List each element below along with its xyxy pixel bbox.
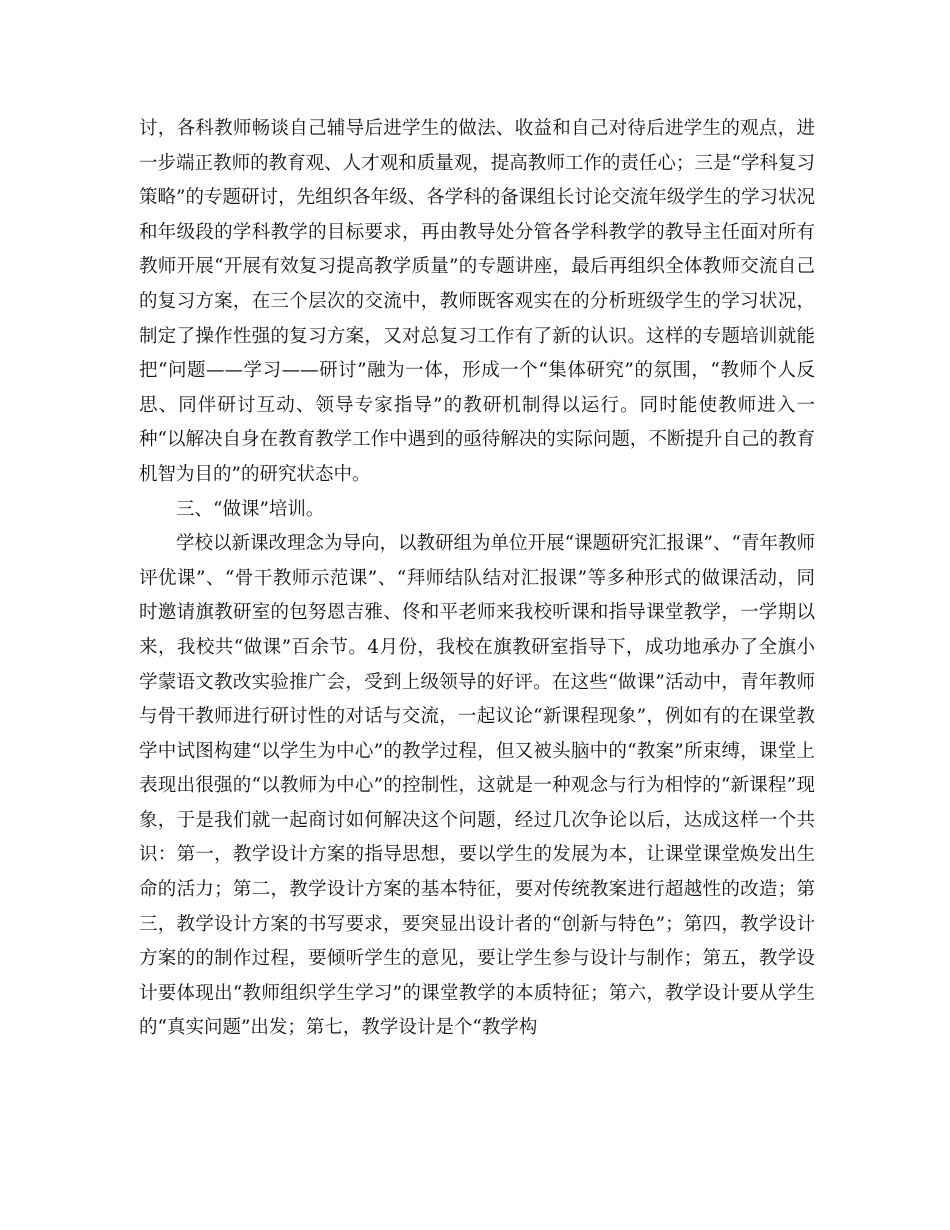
document-page [139, 112, 815, 1046]
paragraph-zuoke-details: 学校以新课改理念为导向，以教研组为单位开展“课题研究汇报课”、“青年教师评优课”、“骨干教师示范课”、“拜师结队结对汇报课”等多种形式的做课活动，同时邀请旗教研室的包努恩吉雅、佟和平老师来我校听课和指导课堂教学，一学期以来，我校共“做课”百余节。4月份，我校在旗教研室指导下，成功地承办了全旗小学蒙语文教改实验推广会，受到上级领导的好评。在这些“做课”活动中，青年教师与骨干教师进行研讨性的对话与交流，一起议论“新课程现象”，例如有的在课堂教学中试图构建“以学生为中心”的教学过程，但又被头脑中的“教案”所束缚，课堂上表现出很强的“以教师为中心”的控制性，这就是一种观念与行为相悖的“新课程”现象，于是我们就一起商讨如何解决这个问题，经过几次争论以后，达成这样一个共识：第一，教学设计方案的指导思想，要以学生的发展为本，让课堂课堂焕发出生命的活力；第二，教学设计方案的基本特征，要对传统教案进行超越性的改造；第三，教学设计方案的书写要求，要突显出设计者的“创新与特色”；第四，教学设计方案的的制作过程，要倾听学生的意见，要让学生参与设计与制作；第五，教学设计要体现出“教师组织学生学习”的课堂教学的本质特征；第六，教学设计要从学生的“真实问题”出发；第七，教学设计是个“教学构 [139, 533, 815, 1039]
section-heading-zuoke-training: 三、“做课”培训。 [176, 498, 325, 520]
paragraph-continuation: 讨，各科教师畅谈自己辅导后进学生的做法、收益和自己对待后进学生的观点，进一步端正教师的教育观、人才观和质量观，提高教师工作的责任心；三是“学科复习策略”的专题研讨，先组织各年级、各学科的备课组长讨论交流年级学生的学习状况和年级段的学科教学的目标要求，再由教导处分管各学科教学的教导主任面对所有教师开展“开展有效复习提高教学质量”的专题讲座，最后再组织全体教师交流自己的复习方案，在三个层次的交流中，教师既客观实在的分析班级学生的学习状况，制定了操作性强的复习方案，又对总复习工作有了新的认识。这样的专题培训就能把“问题——学习——研讨”融为一体，形成一个“集体研究”的氛围，“教师个人反思、同伴研讨互动、领导专家指导”的教研机制得以运行。同时能使教师进入一种“以解决自身在教育教学工作中遇到的亟待解决的实际问题，不断提升自己的教育机智为目的”的研究状态中。 [139, 118, 815, 485]
